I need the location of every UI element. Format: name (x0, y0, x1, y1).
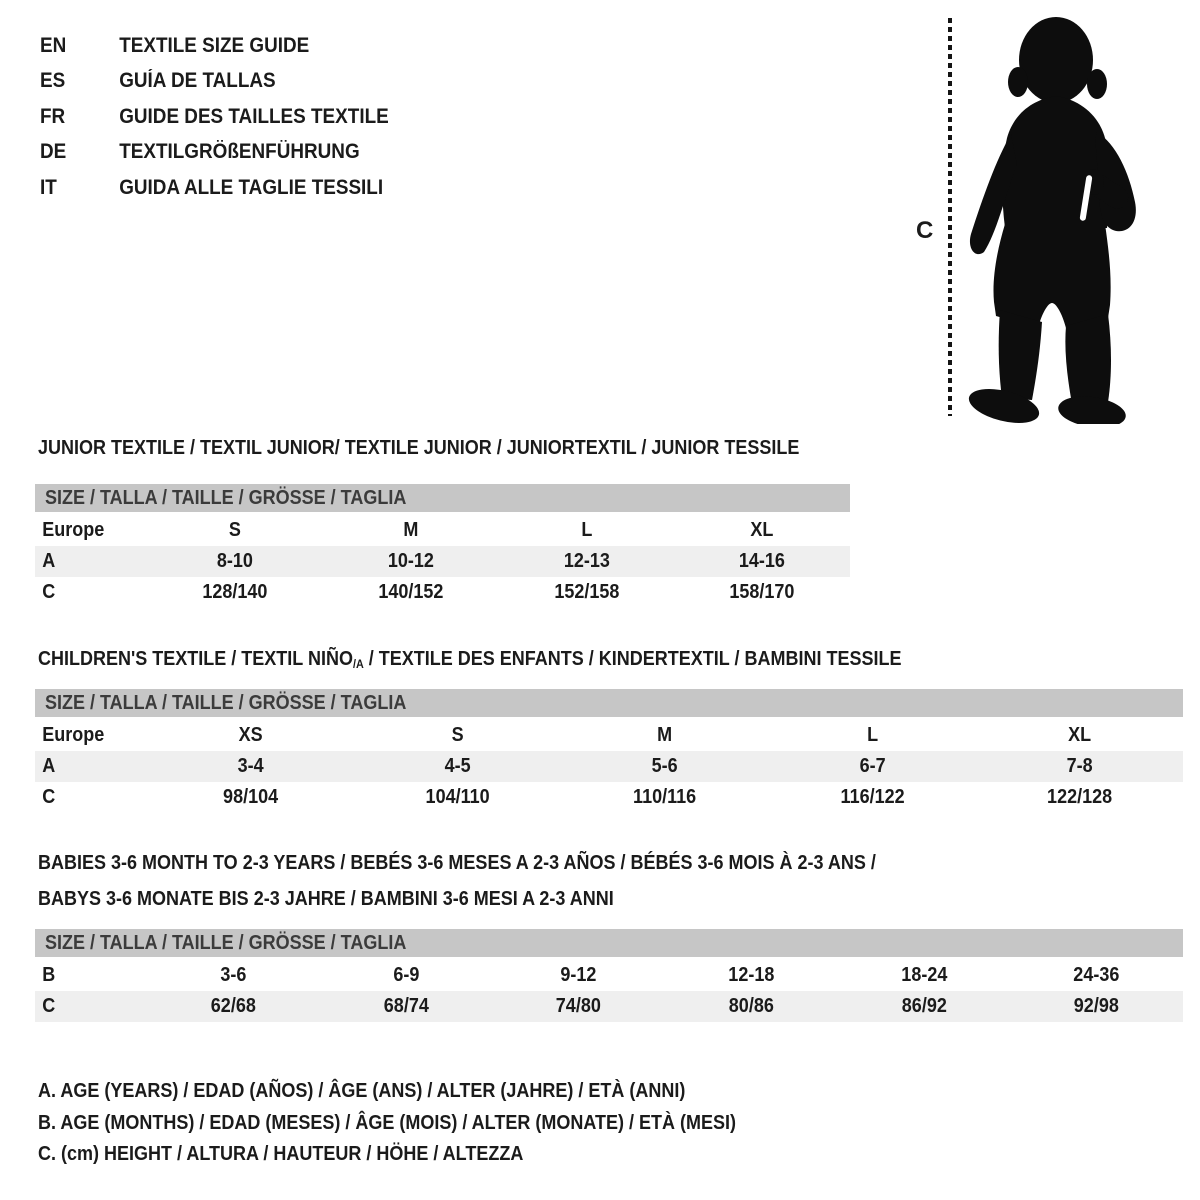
table-cell: 110/116 (633, 786, 697, 808)
table-cell: 7-8 (1066, 755, 1093, 777)
children-size-table (35, 689, 1183, 813)
junior-section-heading: JUNIOR TEXTILE / TEXTIL JUNIOR/ TEXTILE JUNIOR / JUNIORTEXTIL / JUNIOR TESSILE (38, 437, 800, 459)
language-row (40, 64, 389, 100)
table-row (35, 751, 1183, 782)
table-cell: 158/170 (729, 581, 795, 603)
language-row (40, 170, 389, 206)
height-measure-label: C (916, 217, 934, 244)
row-label-cell: C (42, 786, 56, 808)
row-label-cell: A (42, 755, 56, 777)
babies-heading-line1: BABIES 3-6 MONTH TO 2-3 YEARS / BEBÉS 3-6 MESES A 2-3 AÑOS / BÉBÉS 3-6 MOIS À 2-3 ANS / (38, 852, 876, 874)
size-header-bar (35, 689, 1183, 717)
table-row (35, 960, 1183, 991)
table-cell: 86/92 (901, 995, 947, 1017)
table-cell: XS (238, 724, 263, 746)
row-label-cell: Europe (42, 519, 105, 541)
table-cell: 6-9 (392, 964, 419, 986)
table-cell: L (866, 724, 878, 746)
row-label-cell: C (42, 995, 56, 1017)
language-row (40, 99, 389, 135)
table-cell: XL (1067, 724, 1091, 746)
size-header-label: SIZE / TALLA / TAILLE / GRÖSSE / TAGLIA (45, 932, 407, 954)
table-row (35, 515, 850, 546)
language-code: FR (40, 104, 66, 128)
babies-section-heading (38, 845, 876, 917)
table-cell: 62/68 (210, 995, 256, 1017)
language-code: ES (40, 69, 66, 93)
table-row (35, 546, 850, 577)
size-header-label: SIZE / TALLA / TAILLE / GRÖSSE / TAGLIA (45, 487, 407, 509)
guide-title: GUÍA DE TALLAS (119, 69, 276, 93)
guide-title: TEXTILGRÖßENFÜHRUNG (119, 140, 360, 164)
table-cell: 18-24 (900, 964, 948, 986)
row-label-cell: A (42, 550, 56, 572)
table-cell: 10-12 (387, 550, 434, 572)
legend-footnotes (38, 1076, 736, 1171)
table-cell: 104/110 (425, 786, 490, 808)
table-cell: 122/128 (1046, 786, 1112, 808)
table-cell: 6-7 (859, 755, 886, 777)
table-row (35, 991, 1183, 1022)
table-cell: 5-6 (651, 755, 678, 777)
table-cell: M (403, 519, 419, 541)
table-cell: 9-12 (560, 964, 597, 986)
language-code: DE (40, 140, 67, 164)
table-cell: 12-13 (563, 550, 610, 572)
footnote-age-years: A. AGE (YEARS) / EDAD (AÑOS) / ÂGE (ANS) / ALTER (JAHRE) / ETÀ (ANNI) (38, 1080, 686, 1102)
children-heading-text-cont: / TEXTILE DES ENFANTS / KINDERTEXTIL / BAMBINI TESSILE (363, 648, 902, 670)
toddler-silhouette-icon (958, 12, 1140, 424)
table-cell: M (657, 724, 673, 746)
height-measure-line (948, 18, 952, 416)
size-header-bar (35, 484, 850, 512)
junior-size-table (35, 484, 850, 608)
table-cell: 12-18 (728, 964, 775, 986)
table-cell: XL (750, 519, 774, 541)
table-cell: 68/74 (383, 995, 429, 1017)
language-row (40, 28, 389, 64)
table-cell: 3-6 (220, 964, 247, 986)
row-label-cell: B (42, 964, 56, 986)
table-cell: S (451, 724, 464, 746)
row-label-cell: Europe (42, 724, 105, 746)
footnote-age-months: B. AGE (MONTHS) / EDAD (MESES) / ÂGE (MOIS) / ALTER (MONATE) / ETÀ (MESI) (38, 1111, 736, 1134)
row-label-cell: C (42, 581, 56, 603)
table-cell: 24-36 (1073, 964, 1120, 986)
table-cell: 92/98 (1074, 995, 1120, 1017)
table-cell: 116/122 (840, 786, 905, 808)
language-code: EN (40, 33, 67, 57)
guide-title: GUIDA ALLE TAGLIE TESSILI (119, 175, 384, 199)
table-row (35, 720, 1183, 751)
babies-heading-line2: BABYS 3-6 MONATE BIS 2-3 JAHRE / BAMBINI 3-6 MESI A 2-3 ANNI (38, 888, 614, 910)
table-cell: 128/140 (202, 581, 268, 603)
size-header-label: SIZE / TALLA / TAILLE / GRÖSSE / TAGLIA (45, 692, 407, 714)
table-cell: 4-5 (444, 755, 471, 777)
children-section-heading (38, 648, 901, 672)
table-row (35, 782, 1183, 813)
guide-title: GUIDE DES TAILLES TEXTILE (119, 104, 389, 128)
table-cell: 8-10 (216, 550, 253, 572)
language-title-list (40, 28, 427, 206)
footnote-height-cm: C. (cm) HEIGHT / ALTURA / HAUTEUR / HÖHE / ALTEZZA (38, 1143, 524, 1165)
table-cell: 140/152 (378, 581, 444, 603)
children-heading-gender-suffix: /A (352, 657, 364, 671)
language-row (40, 135, 389, 171)
table-cell: 74/80 (556, 995, 602, 1017)
children-heading-text: CHILDREN'S TEXTILE / TEXTIL NIÑO (38, 648, 353, 670)
table-cell: 3-4 (237, 755, 264, 777)
table-cell: 80/86 (728, 995, 774, 1017)
size-header-bar (35, 929, 1183, 957)
guide-title: TEXTILE SIZE GUIDE (119, 33, 310, 57)
table-cell: 152/158 (553, 581, 619, 603)
babies-size-table (35, 929, 1183, 1022)
table-cell: 14-16 (739, 550, 786, 572)
table-row (35, 577, 850, 608)
table-cell: 98/104 (223, 786, 279, 808)
table-cell: L (580, 519, 592, 541)
language-code: IT (40, 175, 57, 199)
table-cell: S (228, 519, 241, 541)
